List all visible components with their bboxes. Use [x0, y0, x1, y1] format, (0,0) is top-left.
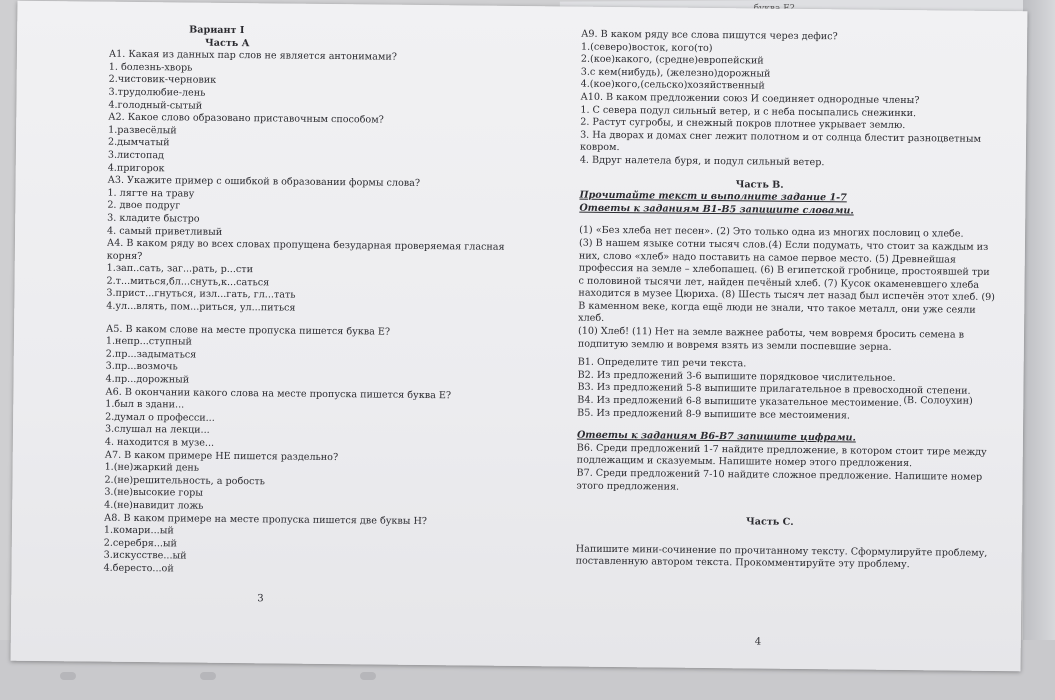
question-line: А8. В каком примере на месте пропуска пишется две буквы Н?: [104, 512, 428, 527]
question-line: 4. Вдруг налетела буря, и подул сильный ветер.: [579, 154, 825, 169]
part-a-heading: Часть А: [204, 37, 250, 49]
author-attribution: (В. Солоухин): [903, 395, 973, 407]
question-line: 4. самый приветливый: [107, 225, 223, 238]
text-line: хлеб.: [578, 313, 605, 325]
question-line: 4.пригорок: [107, 162, 165, 174]
binder-hole: [200, 672, 216, 680]
question-line: 2.думал о професси...: [105, 411, 215, 424]
task-line: В1. Определите тип речи текста.: [577, 356, 747, 370]
b6-b7-tasks: [576, 442, 987, 497]
question-line: 1. лягте на траву: [107, 187, 195, 200]
text-line: профессия на земле – хлебопашец. (6) В египетской гробнице, простоявшей три: [578, 262, 990, 279]
question-line: 4.бересто...ой: [103, 562, 174, 575]
question-line: А4. В каком ряду во всех словах пропущена безударная проверяемая гласная: [106, 237, 505, 253]
question-line: 3. На дворах и домах снег лежит полотном и от солнца блестит разноцветным: [580, 129, 982, 145]
task-line: В7. Среди предложений 7-10 найдите сложное предложение. Напишите номер: [576, 467, 983, 483]
question-line: 3.(не)высокие горы: [104, 487, 203, 500]
task-line: В5. Из предложений 8-9 выпишите все местоимения.: [577, 407, 851, 422]
document-sheet: [11, 1, 1028, 672]
question-line: А7. В каком примере НЕ пишется раздельно?: [104, 449, 339, 463]
question-line: 1. С севера подул сильный ветер, и с неба посыпались снежинки.: [580, 104, 917, 119]
question-line: 2.(кое)какого, (средне)европейский: [580, 53, 764, 67]
question-line: 1.развесёлый: [108, 124, 177, 137]
left-page-lines: [103, 49, 528, 580]
task-line: поставленную автором текста. Прокомментируйте эту проблему.: [575, 555, 910, 571]
question-line: 1.непр...ступный: [105, 335, 193, 348]
question-line: 2. Растут сугробы, и снежный покров плотнее укрывает землю.: [580, 116, 906, 132]
question-line: А10. В каком предложении союз И соединяет однородные члены?: [580, 91, 920, 107]
question-line: 2.серебря...ый: [103, 537, 178, 550]
instruction-answers-words: Ответы к заданиям В1-В5 запишите словами.: [579, 202, 854, 217]
text-line: подпитую землю и вовремя взять из земли поспевшие зерна.: [577, 338, 892, 353]
text-line: (1) «Без хлеба нет песен». (2) Это только одна из многих пословиц о хлебе.: [579, 224, 964, 240]
question-line: А1. Какая из данных пар слов не является антонимами?: [108, 48, 397, 63]
question-line: корня?: [106, 250, 143, 262]
question-line: 3.слушал на лекци...: [104, 424, 210, 437]
b-tasks: [577, 357, 988, 424]
left-page: [103, 24, 529, 580]
question-line: 2.пр...задыматься: [105, 348, 197, 361]
question-line: 2.т...миться,бл...снуть,к...саться: [106, 275, 270, 289]
question-line: 1.(не)жаркий день: [104, 461, 200, 474]
text-line: (3) В нашем языке сотни тысяч слов.(4) Если подумать, что стоит за каждым из: [578, 237, 989, 253]
text-line: находится в музее Цюриха. (8) Шесть тысяч лет назад был испечён этот хлеб. (9): [578, 287, 995, 304]
reading-text: [577, 224, 995, 355]
question-line: 4.(не)навидит ложь: [104, 499, 204, 512]
question-line: 2. двое подруг: [107, 199, 181, 212]
task-line: этого предложения.: [576, 480, 680, 493]
task-line: В3. Из предложений 5-8 выпишите прилагательное в превосходной степени.: [577, 382, 971, 398]
question-line: 2.дымчатый: [107, 137, 170, 149]
question-line: 4.голодный-сытый: [108, 99, 203, 112]
question-line: А2. Какое слово образовано приставочным способом?: [108, 111, 384, 126]
question-line: 3.трудолюбие-лень: [108, 86, 206, 99]
question-line: 2.чистовик-черновик: [108, 74, 217, 87]
binder-hole: [60, 672, 76, 680]
question-line: 2.(не)решительность, а робость: [104, 474, 265, 488]
question-line: А9. В каком ряду все слова пишутся через дефис?: [581, 28, 838, 43]
task-line: В6. Среди предложений 1-7 найдите предложение, в котором стоит тире между: [576, 442, 987, 458]
text-line: В каменном веке, когда ещё люди не знали, что такое металл, они уже сеяли: [578, 300, 976, 316]
question-line: 3.пр...возмочь: [105, 361, 178, 373]
binder-hole: [360, 672, 376, 680]
text-line: (10) Хлеб! (11) Нет на земле важнее работы, чем вовремя бросить семена в: [577, 325, 965, 341]
question-line: 1. болезнь-хворь: [108, 61, 193, 74]
task-line: подлежащим и сказуемым. Напишите номер этого предложения.: [576, 455, 913, 470]
question-line: 1.зап..сать, заг...рать, р...сти: [106, 262, 254, 276]
text-line: них, слово «хлеб» надо поставить на самое первое место. (5) Древнейшая: [578, 250, 957, 266]
part-b-heading: Часть В.: [735, 178, 784, 191]
question-line: 1.(северо)восток, кого(то): [580, 41, 713, 54]
question-line: 1.был в здани...: [105, 398, 185, 411]
question-line: 3.с кем(нибудь), (железно)дорожный: [580, 66, 771, 80]
question-line: 4.пр...дорожный: [105, 373, 190, 386]
instruction-text-tasks: Прочитайте текст и выполните задание 1-7: [579, 189, 847, 204]
right-page-a-lines: [580, 29, 991, 172]
page-number-right: 4: [754, 636, 762, 648]
right-page: [575, 28, 995, 573]
question-line: А3. Укажите пример с ошибкой в образовании формы слова?: [107, 174, 421, 190]
question-line: А6. В окончании какого слова на месте пропуска пишется буква Е?: [105, 386, 452, 401]
question-line: ковром.: [579, 141, 620, 154]
task-line: Напишите мини-сочинение по прочитанному тексту. Сформулируйте проблему,: [575, 543, 988, 559]
right-edge-background: [1023, 0, 1055, 700]
question-line: 3.прист...гнуться, изл...гать, гл...тать: [106, 288, 296, 302]
task-line: В2. Из предложений 3-6 выпишите порядковое числительное.: [577, 369, 896, 384]
question-line: 1.комари...ый: [103, 524, 174, 537]
question-line: 3. кладите быстро: [107, 212, 200, 225]
variant-heading: Вариант I: [189, 24, 245, 37]
question-line: 4.(кое)кого,(сельско)хозяйственный: [580, 79, 765, 92]
task-line: В4. Из предложений 6-8 выпишите указательное местоимение.: [577, 394, 902, 410]
part-c-task: [576, 543, 986, 572]
question-line: А5. В каком слове на месте пропуска пишется буква Е?: [105, 323, 391, 338]
question-line: 4. находится в музе...: [104, 436, 215, 449]
question-line: 3.листопад: [107, 149, 165, 162]
part-c-heading: Часть С.: [746, 516, 794, 529]
question-line: 3.искусстве...ый: [103, 550, 187, 562]
instruction-answers-digits: Ответы к заданиям В6-В7 запишите цифрами.: [576, 429, 856, 444]
text-line: с половиной тысячи лет, найден печёный хлеб. (7) Кусок окаменевшего хлеба: [578, 275, 980, 291]
question-line: 4.ул...влять, пом...риться, ул...питься: [106, 300, 296, 314]
page-number-left: 3: [257, 593, 264, 605]
